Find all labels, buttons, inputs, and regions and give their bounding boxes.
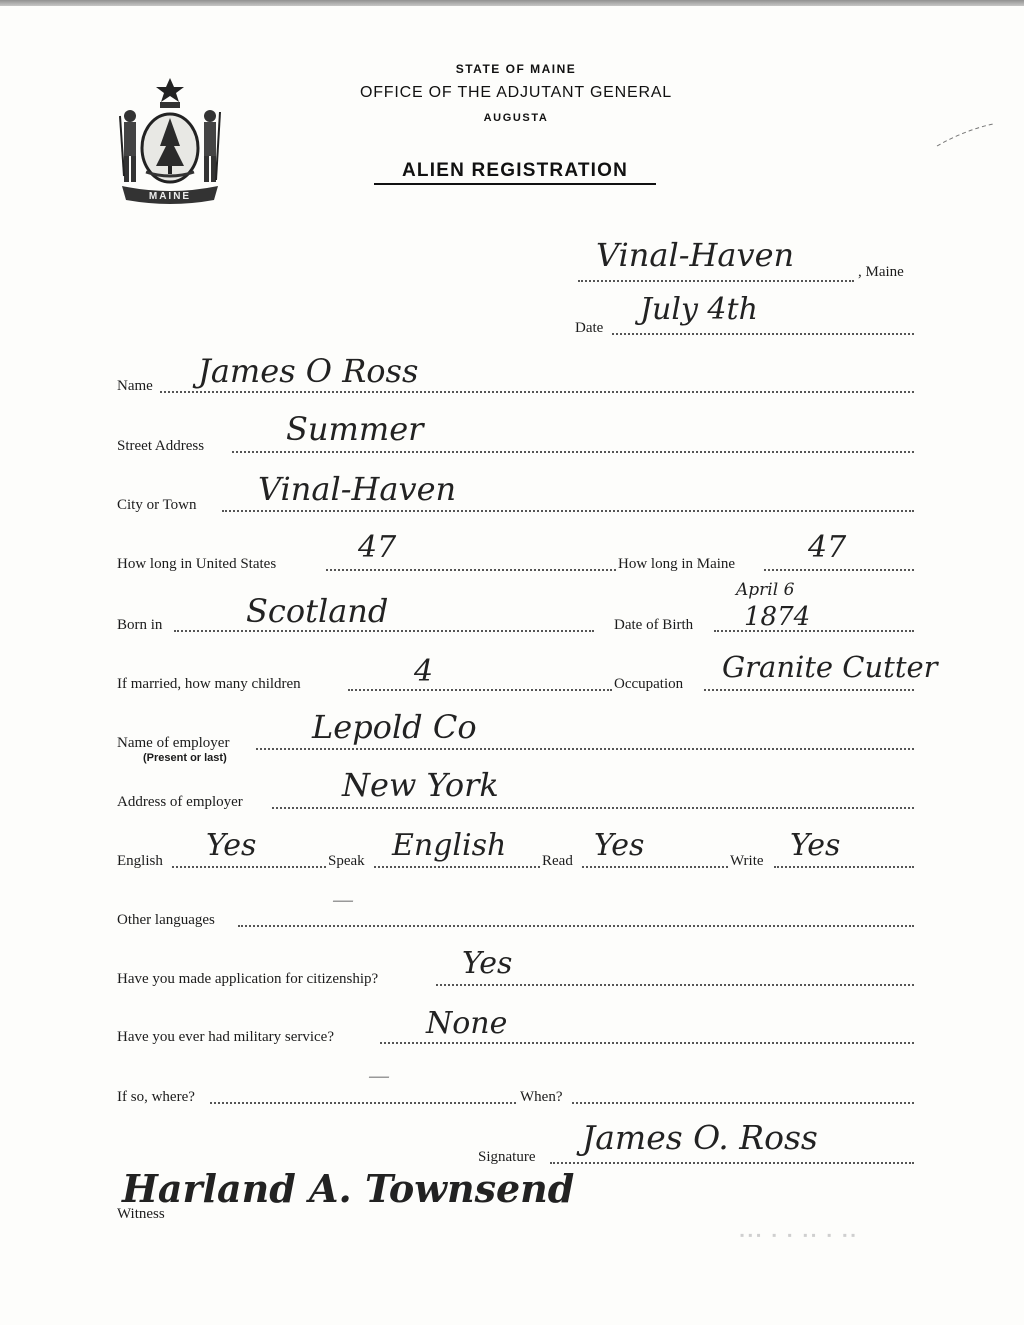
employer-value: Lepold Co	[312, 708, 477, 746]
employer-line	[256, 748, 914, 750]
date-of-birth-label: Date of Birth	[614, 617, 694, 633]
born-in-label: Born in	[117, 617, 163, 633]
header-state: STATE OF MAINE	[455, 62, 577, 76]
how-long-us-line	[326, 569, 616, 571]
how-long-maine-line	[764, 569, 914, 571]
military-line	[380, 1042, 914, 1044]
how-long-maine-label: How long in Maine	[618, 556, 736, 572]
witness-signature: Harland A. Townsend	[122, 1166, 575, 1211]
when-label: When?	[520, 1089, 563, 1105]
english-value: Yes	[206, 828, 257, 863]
children-line	[348, 689, 612, 691]
occupation-value: Granite Cutter	[722, 650, 938, 684]
name-line	[160, 391, 914, 393]
where-value: —	[368, 1064, 390, 1089]
english-label: English	[117, 853, 163, 869]
how-long-us-label: How long in United States	[117, 556, 277, 572]
header-office: OFFICE OF THE ADJUTANT GENERAL	[359, 84, 673, 101]
signature-line	[550, 1162, 914, 1164]
read-label: Read	[542, 853, 573, 869]
write-value: Yes	[790, 828, 841, 863]
seal-banner-text: MAINE	[148, 191, 192, 202]
employer-address-line	[272, 807, 914, 809]
street-address-value: Summer	[286, 410, 424, 448]
speak-value: English	[392, 828, 507, 863]
date-line	[612, 333, 914, 335]
citizenship-label: Have you made application for citizenship?	[117, 971, 379, 987]
town-line	[578, 280, 854, 282]
date-label: Date	[575, 320, 604, 336]
military-value: None	[426, 1006, 508, 1041]
scan-mark	[935, 122, 995, 150]
employer-label: Name of employer	[117, 735, 230, 751]
maine-suffix: , Maine	[858, 264, 904, 280]
where-label: If so, where?	[117, 1089, 195, 1105]
witness-label: Witness	[117, 1206, 165, 1222]
read-line	[582, 866, 728, 868]
speak-line	[374, 866, 540, 868]
date-value: July 4th	[640, 292, 758, 327]
occupation-line	[704, 689, 914, 691]
when-line	[572, 1102, 914, 1104]
employer-address-label: Address of employer	[117, 794, 243, 810]
city-value: Vinal-Haven	[258, 470, 457, 508]
town-value: Vinal-Haven	[596, 236, 795, 274]
speak-label: Speak	[328, 853, 365, 869]
applicant-signature: James O. Ross	[582, 1118, 818, 1157]
english-line	[172, 866, 326, 868]
date-of-birth-year: 1874	[744, 602, 811, 632]
citizenship-value: Yes	[462, 946, 513, 981]
faded-stamp: ▪▪▪ ▪ ▪ ▪▪ ▪ ▪▪	[740, 1228, 860, 1242]
born-in-value: Scotland	[246, 592, 389, 630]
children-value: 4	[414, 654, 434, 689]
citizenship-line	[436, 984, 914, 986]
how-long-maine-value: 47	[808, 530, 847, 565]
city-line	[222, 510, 914, 512]
born-in-line	[174, 630, 594, 632]
name-label: Name	[117, 378, 153, 394]
write-line	[774, 866, 914, 868]
write-label: Write	[730, 853, 764, 869]
other-languages-label: Other languages	[117, 912, 215, 928]
name-value: James O Ross	[198, 352, 419, 390]
other-languages-line	[238, 925, 914, 927]
street-address-line	[232, 451, 914, 453]
city-label: City or Town	[117, 497, 197, 513]
signature-label: Signature	[478, 1149, 536, 1165]
other-languages-value: —	[332, 888, 354, 913]
street-address-label: Street Address	[117, 438, 205, 454]
occupation-label: Occupation	[614, 676, 684, 692]
page-title: ALIEN REGISTRATION	[374, 160, 656, 185]
read-value: Yes	[594, 828, 645, 863]
date-of-birth-month: April 6	[736, 580, 795, 600]
header-city: AUGUSTA	[483, 112, 549, 124]
where-line	[210, 1102, 516, 1104]
employer-note: (Present or last)	[143, 752, 227, 764]
scan-top-edge	[0, 0, 1024, 6]
employer-address-value: New York	[342, 766, 499, 804]
military-label: Have you ever had military service?	[117, 1029, 334, 1045]
children-label: If married, how many children	[117, 676, 301, 692]
how-long-us-value: 47	[358, 530, 397, 565]
